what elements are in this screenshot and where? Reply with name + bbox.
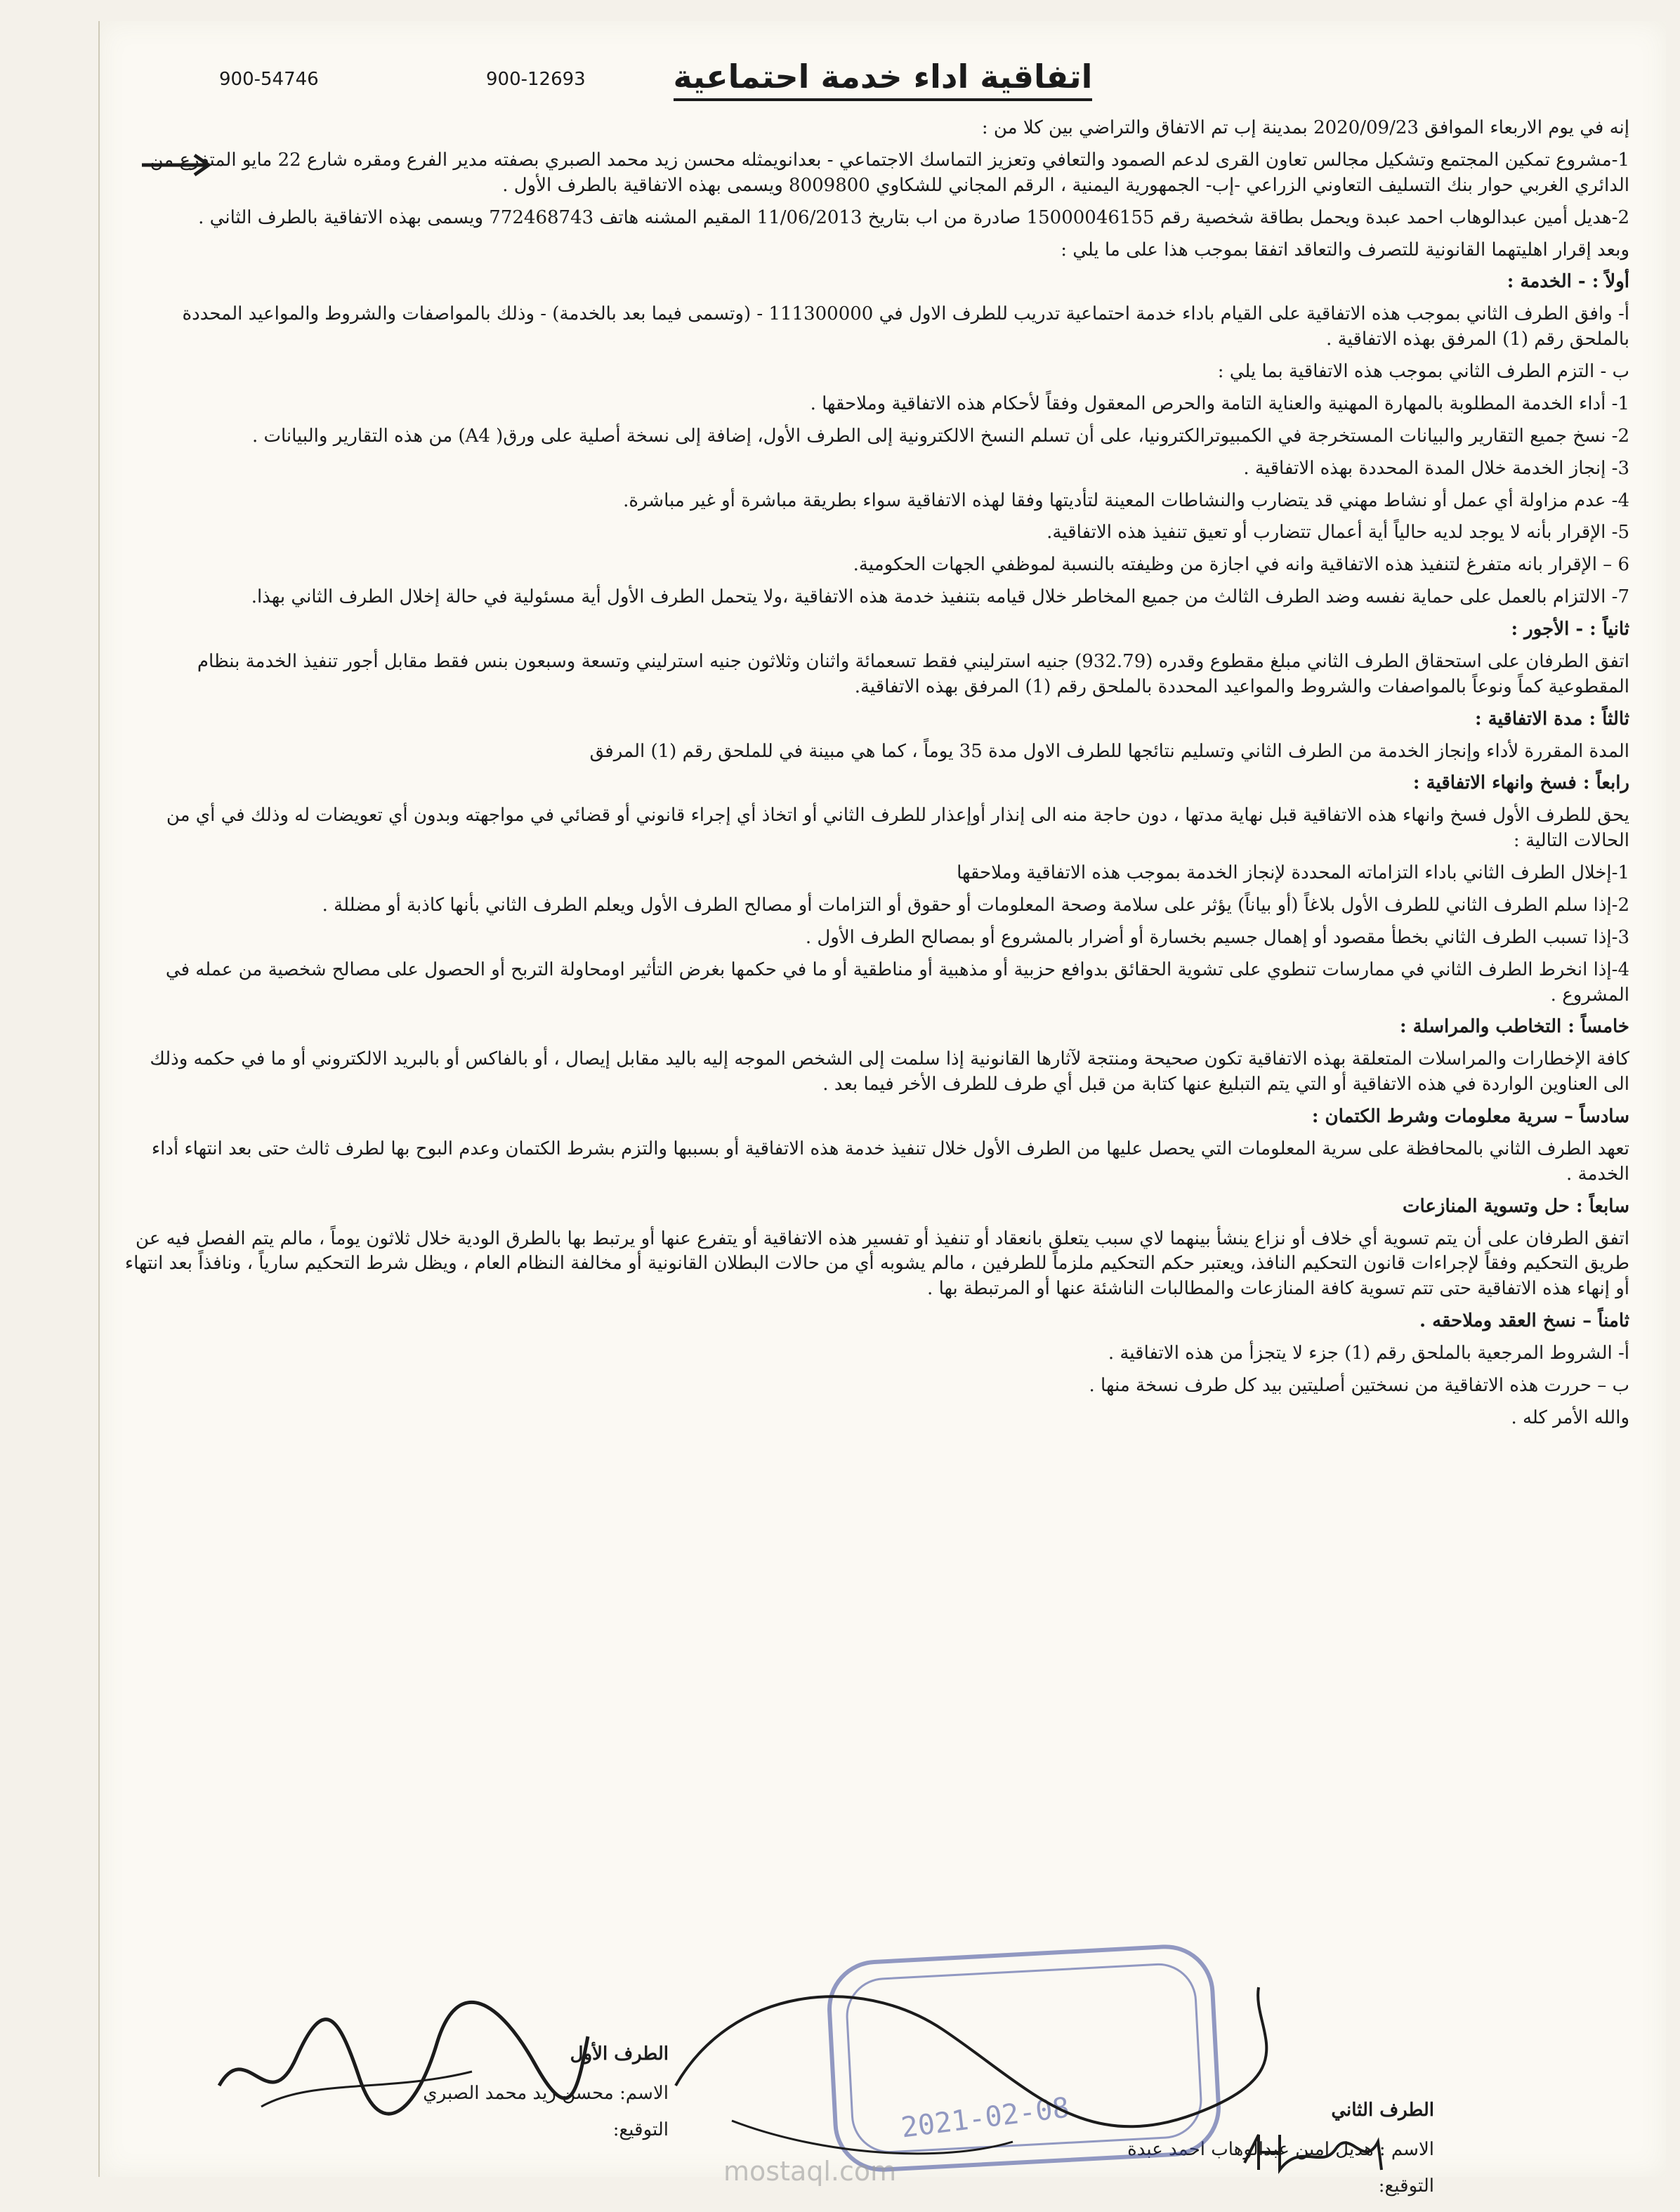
section-1-item: 6 – الإقرار بانه متفرغ لتنفيذ هذه الاتفاقية وانه في اجازة من وظيفته بالنسبة لموظفي الجهات الحكومية. bbox=[853, 554, 1629, 576]
party-one-clause: 1-مشروع تمكين المجتمع وتشكيل مجالس تعاون القرى لدعم الصمود والتعافي وتعزيز التماسك الاجتماعي - بعدانويمثله محسن زيد محمد الصبري بصفته مدير الفرع ومقره شارع 22 مايو المتفرع من الدائري الغربي حوار بنك التسليف التعاوني الزراعي -إب- الجمهورية اليمنية ، الرقم المجاني للشكاوي 8009800 ويسمى بهذه الاتفاقية بالطرف الأول . bbox=[150, 149, 1629, 196]
section-1-item: 7- الالتزام بالعمل على حماية نفسه وضد الطرف الثالث من جميع المخاطر خلال قيامه بتنفيذ خدمة هذه الاتفاقية ،ولا يتحمل الطرف الأول أية مسئولية في حالة إخلال الطرف الثاني بهذا. bbox=[251, 586, 1629, 608]
first-party-signature-label: التوقيع: bbox=[612, 2119, 669, 2140]
section-7-text: اتفق الطرفان على أن يتم تسوية أي خلاف أو نزاع ينشأ بينهما لاي سبب يتعلق بانعقاد أو تنفيذ أو تفسير هذه الاتفاقية أو يتفرع عنها أو يرتبط بها بالطرق الودية خلال ثلاثون يوماً ، مالم يتم الفصل فيه عن طريق التحكيم وفقاً لإجراءات قانون التحكيم النافذ، ويعتبر حكم التحكيم ملزماً للطرفين ، مالم يشوبه أي من حالات البطلان القانونية أو مخالفة النظام العام ، ويظل شرط التحكيم سارياً ، ونافذاً بعد انتهاء أو إنهاء هذه الاتفاقية حتى تتم تسوية كافة المنازعات والمطالبات الناشئة عنها أو المرتبطة بها . bbox=[124, 1227, 1629, 1300]
section-4-item: 2-إذا سلم الطرف الثاني للطرف الأول بلاغاً (أو بياناً) يؤثر على سلامة وصحة المعلومات أو حقوق أو التزامات أو مصالح الطرف الأول ويعلم الطرف الثاني بأنها كاذبة أو مضللة . bbox=[322, 894, 1629, 916]
section-5-text: كافة الإخطارات والمراسلات المتعلقة بهذه الاتفاقية تكون صحيحة ومنتجة لآثارها القانونية إذا سلمت إلى الشخص الموجه إليه باليد مقابل إيصال ، أو بالفاكس أو بالبريد الالكتروني أو ما في حكمه وذلك الى العناوين الواردة في هذه الاتفاقية أو التي يتم التبليغ عنها كتابة من قبل أي طرف للطرف الأخر فيما بعد . bbox=[150, 1048, 1629, 1095]
second-party-name-label: الاسم : bbox=[1379, 2139, 1434, 2160]
section-6-text: تعهد الطرف الثاني بالمحافظة على سرية المعلومات التي يحصل عليها من الطرف الأول خلال تنفيذ خدمة هذه الاتفاقية أو بسببها والتزم بشرط الكتمان وعدم البوح بها لطرف ثالث حتى بعد انتهاء أداء الخدمة . bbox=[151, 1138, 1629, 1185]
agreement-statement: وبعد إقرار اهليتهما القانونية للتصرف والتعاقد اتفقا بموجب هذا على ما يلي : bbox=[1061, 239, 1629, 261]
section-4-text: يحق للطرف الأول فسخ وانهاء هذه الاتفاقية قبل نهاية مدتها ، دون حاجة منه الى إنذار أوإعذار للطرف الثاني أو اتخاذ أي إجراء قانوني أو قضائي في مواجهته وبدون أي تعويضات له وذلك في أي من الحالات التالية : bbox=[166, 805, 1629, 852]
second-party-label: الطرف الثاني bbox=[1331, 2100, 1434, 2121]
section-4-item: 4-إذا انخرط الطرف الثاني في ممارسات تنطوي على تشوية الحقائق بدوافع حزبية أو مذهبية أو مناطقية أو ما في حكمها بغرض التأثير اومحاولة التربح أو الحصول على مصالح شخصية من عمله في المشروع . bbox=[165, 959, 1629, 1006]
first-party-name-label: الاسم: bbox=[619, 2083, 669, 2104]
first-party-signature-row bbox=[423, 2119, 669, 2140]
reference-right: 900-12693 bbox=[485, 69, 586, 90]
section-3-text: المدة المقررة لأداء وإنجاز الخدمة من الطرف الثاني وتسليم نتائجها للطرف الاول مدة 35 يوماً ، كما هي مبينة في للملحق رقم (1) المرفق bbox=[589, 740, 1629, 762]
section-1-item: 2- نسخ جميع التقارير والبيانات المستخرجة في الكمبيوترالكترونيا، على أن تسلم النسخ الالكترونية إلى الطرف الأول، إضافة إلى نسخة أصلية على ورق( A4) من هذه التقارير والبيانات . bbox=[251, 425, 1629, 447]
section-1-item: 1- أداء الخدمة المطلوبة بالمهارة المهنية والعناية التامة والحرص المعقول وفقاً لأحكام هذه الاتفاقية وملاحقها . bbox=[810, 393, 1629, 414]
section-7-heading: سابعاً : حل وتسوية المنازعات bbox=[1403, 1195, 1629, 1217]
section-2-heading: ثانياً : - الأجور : bbox=[1511, 619, 1629, 640]
contract-body bbox=[119, 116, 1629, 1438]
section-4-item: 3-إذا تسبب الطرف الثاني بخطأ مقصود أو إهمال جسيم بخسارة أو أضرار بالمشروع أو بمصالح الطرف الأول . bbox=[805, 926, 1629, 948]
section-8-b: ب – حررت هذه الاتفاقية من نسختين أصليتين بيد كل طرف نسخة منها . bbox=[1089, 1374, 1629, 1396]
section-1-b-intro: ب - التزم الطرف الثاني بموجب هذه الاتفاقية بما يلي : bbox=[1217, 361, 1629, 382]
section-1-item: 4- عدم مزاولة أي عمل أو نشاط مهني قد يتضارب والنشاطات المعينة لتأديتها وفقا لهذه الاتفاقية سواء بطريقة مباشرة أو غير مباشرة. bbox=[623, 489, 1629, 511]
section-1-item: 5- الإقرار بأنه لا يوجد لديه حالياً أية أعمال تتضارب أو تعيق تنفيذ هذه الاتفاقية. bbox=[1046, 522, 1629, 544]
document-title: اتفاقية اداء خدمة احتماعية bbox=[100, 58, 1666, 96]
section-4-heading: رابعاً : فسخ وانهاء الاتفاقية : bbox=[1412, 772, 1629, 794]
reference-left: 900-54746 bbox=[219, 69, 319, 90]
second-party-signature-row bbox=[1127, 2175, 1434, 2197]
first-party-signature-block bbox=[423, 2043, 669, 2156]
section-8-heading: ثامناً – نسخ العقد وملاحقه . bbox=[1419, 1310, 1629, 1332]
second-party-signature-label: التوقيع: bbox=[1378, 2175, 1434, 2197]
second-party-name: هديل امين عبدالوهاب احمد عبدة bbox=[1127, 2139, 1374, 2160]
first-party-label: الطرف الأول bbox=[570, 2043, 669, 2065]
margin-arrow-icon bbox=[138, 151, 216, 179]
watermark: mostaql.com bbox=[723, 2156, 897, 2187]
section-2-text: اتفق الطرفان على استحقاق الطرف الثاني مبلغ مقطوع وقدره (932.79) جنيه استرليني فقط تسعمائة واثنان وثلاثون جنيه استرليني وتسعة وسبعون بنس فقط مقابل أجور تنفيذ الخدمة بنظام المقطوعية كماً ونوعاً بالمواصفات والشروط والمواعيد المحددة بالملحق رقم (1) المرفق بهذه الاتفاقية. bbox=[197, 650, 1629, 697]
section-1-a: أ- وافق الطرف الثاني بموجب هذه الاتفاقية على القيام باداء خدمة احتماعية تدريب للطرف الاول في 111300000 - (وتسمى فيما بعد بالخدمة) - وذلك بالمواصفات والشروط والمواعيد المحددة بالملحق رقم (1) المرفق بهذه الاتفاقية . bbox=[182, 303, 1629, 350]
closing-phrase: والله الأمر كله . bbox=[1511, 1407, 1629, 1428]
first-party-name-row bbox=[423, 2083, 669, 2104]
section-1-item: 3- إنجاز الخدمة خلال المدة المحددة بهذه الاتفاقية . bbox=[1243, 457, 1629, 479]
document-page bbox=[98, 21, 1666, 2197]
official-stamp bbox=[825, 1942, 1223, 2174]
preamble-intro: إنه في يوم الاربعاء الموافق 2020/09/23 بمدينة إب تم الاتفاق والتراضي بين كلا من : bbox=[981, 117, 1629, 138]
section-1-heading: أولاً : - الخدمة : bbox=[1507, 271, 1629, 293]
section-8-a: أ- الشروط المرجعية بالملحق رقم (1) جزء لا يتجزأ من هذه الاتفاقية . bbox=[1108, 1343, 1629, 1364]
section-6-heading: سادساً – سرية معلومات وشرط الكتمان : bbox=[1311, 1106, 1629, 1127]
first-party-name: محسن زيد محمد الصبري bbox=[423, 2083, 614, 2104]
section-5-heading: خامساً : التخاطب والمراسلة : bbox=[1400, 1016, 1629, 1038]
stamp-date: 2021-02-08 bbox=[899, 2091, 1072, 2145]
section-3-heading: ثالثاً : مدة الاتفاقية : bbox=[1474, 708, 1629, 730]
section-4-item: 1-إخلال الطرف الثاني باداء التزاماته المحددة لإنجاز الخدمة بموجب هذه الاتفاقية وملاحقها bbox=[957, 862, 1629, 883]
party-two-clause: 2-هديل أمين عبدالوهاب احمد عبدة ويحمل بطاقة شخصية رقم 15000046155 صادرة من اب بتاريخ 11/06/2013 المقيم المشنه هاتف 772468743 ويسمى بهذه الاتفاقية بالطرف الثاني . bbox=[198, 206, 1629, 228]
